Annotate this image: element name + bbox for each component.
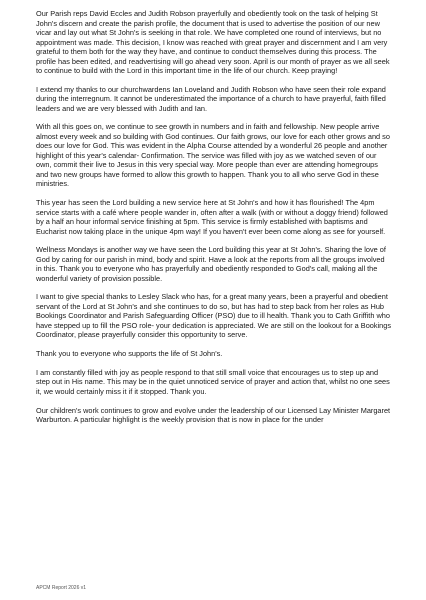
paragraph-churchwardens: I extend my thanks to our churchwardens Ian Loveland and Judith Robson who have seen their role expand during the interregnum. It cannot be underestimated the importance of a church to have prayerful, faith filled leaders and we are very blessed with Judith and Ian. [36,84,386,113]
paragraph-wellness-mondays: Wellness Mondays is another way we have seen the Lord building this year at St John's. Sharing the love of God by caring for our parish in mind, body and spirit. Have a look at the reports from all the groups involved in this. Thank you to everyone who has prayerfully and obediently responded to God's call, making all the wonderful variety of provision possible. [36,245,386,283]
paragraph-parish-profile: Our Parish reps David Eccles and Judith Robson prayerfully and obediently took on the task of helping St John's discern and create the parish profile, the document that is used to advertise the position of our new vicar and lay out what St John's is seeking in that role. We have completed one round of interviews, but no appointment was made. This decision, I know was reached with great prayer and discernment and I am very grateful to them both for the way they have, and continue to conduct themselves during this process. The profile has been edited, and readvertising will go ahead very soon. April is our month of prayer as we all seek to continue to build with the Lord in this important time in the life of our church. Keep praying! [36,9,390,75]
page-footer: APCM Report 2026 v1 [36,585,87,591]
paragraph-childrens-work: Our children's work continues to grow and evolve under the leadership of our Licensed Lay Minister Margaret Warburton. A particular highlight is the weekly provision that is now in place for the under [36,405,391,424]
paragraph-growth: With all this goes on, we continue to see growth in numbers and in faith and fellowship. New people arrive almost every week and so building with God continues. Our faith grows, our love for each other grows and so does our love for God. This was evident in the Alpha Course attended by a wonderful 26 people and another highlight of this year's calendar- Confirmation. The service was filled with joy as we watched seven of our own, commit their live to Jesus in this very special way. More people than ever are attending homegroups and two new groups have formed to allow this growth to happen. Thank you to all who serve God in these ministries. [36,122,390,189]
paragraph-joy: I am constantly filled with joy as people respond to that still small voice that encourages us to step up and step out in His name. This may be in the quiet unnoticed service of prayer and action that, whilst no one sees it, we would certainly miss it if it stopped. Thank you. [36,367,390,396]
paragraph-special-thanks: I want to give special thanks to Lesley Slack who has, for a great many years, been a prayerful and obedient servant of the Lord at St John's and she continues to do so, but has had to step back from her roles as Hub Bookings Coordinator and Parish Safeguarding Officer (PSO) due to ill health. Thank you to Cath Griffith who have stepped up to fill the PSO role- your dedication is appreciated. We are still on the lookout for a Bookings Coordinator, please prayerfully consider this opportunity to serve. [36,292,392,340]
paragraph-supporters-thanks: Thank you to everyone who supports the life of St John's. [36,349,223,359]
paragraph-4pm-service: This year has seen the Lord building a new service here at St John's and how it has flourished! The 4pm service starts with a café where people wander in, often after a walk (with or without a doggy friend) followed by a half an hour informal service finishing at 5pm. This service is firmly established with baptisms and Eucharist now taking place in the unique 4pm way! If you haven't ever been come along as see for yourself. [36,198,388,236]
